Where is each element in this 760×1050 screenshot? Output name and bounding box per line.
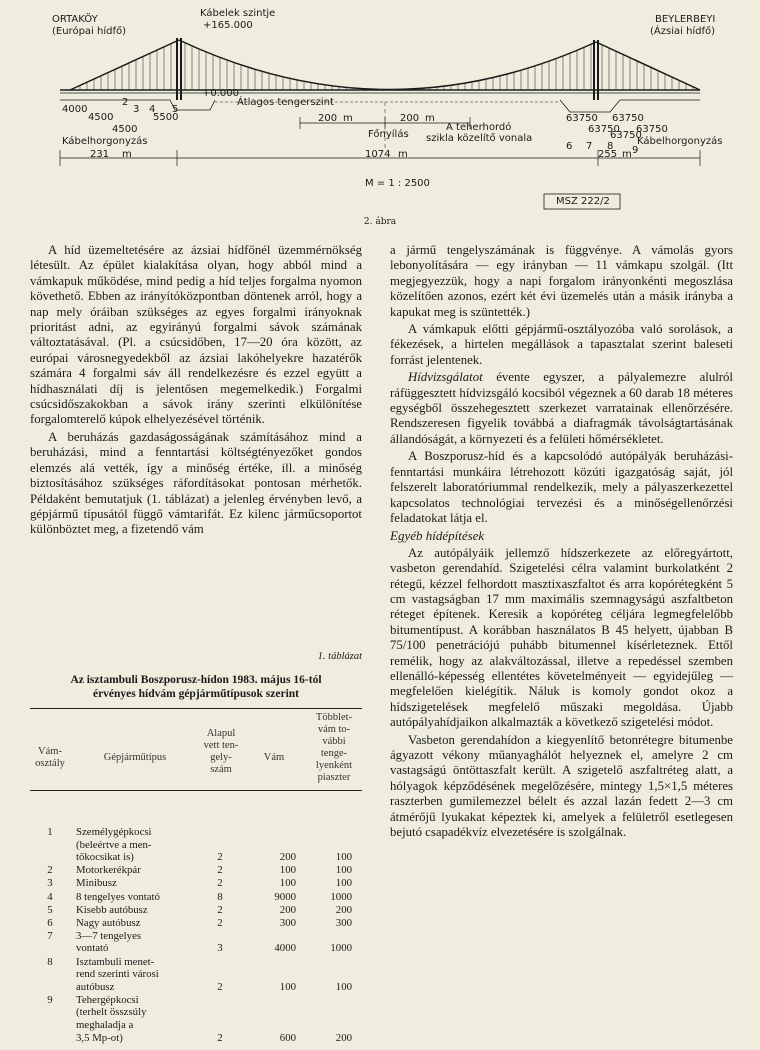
label-dim-4500-a: 4500 — [88, 112, 114, 123]
label-cable-level: Kábelek szintje — [200, 8, 276, 19]
label-num-6: 6 — [566, 141, 573, 152]
table-label: 1. táblázat — [317, 651, 362, 662]
cell-axle: 2 — [217, 851, 223, 864]
label-load-line-1: A teherhordó — [446, 122, 512, 133]
label-num-9: 9 — [632, 145, 639, 156]
table-title-line: érvényes hídvám gépjárműtípusok szerint — [92, 688, 300, 700]
label-dim-200-b: 200 — [400, 113, 420, 124]
label-num-3: 3 — [133, 104, 140, 115]
label-dim-255: 255 — [598, 149, 618, 160]
paragraph: A híd üzemeltetésére az ázsiai hídfőnél üzemmérnökség létesült. Az épület kialakítása olyan, hogy abból mind a vámkapuk működése, mind pedig a híd teljes forgalma nyomon követhető. Ebben az irányítóközpontban döntenek arról, hogy a nap mely óráiban szükséges az egyes forgalmi irányoknak prioritást adni, az egyirányú forgalmi sávok számának változtatásával. (Pl. a csúcsidőben, 17—20 óra között, az európai városnegyedekből az ázsiai lakóhelyekre hazatérők számára 4 forgalmi sáv áll rendelkezésre és ezzel együtt a hídhasználati díj is jelentősen megemelkedik.) Forgalmi csúcsidőszakokban a sávok irány szerinti elkülönítése forgalomterelő kúpok elhelyezésével történik. — [30, 243, 362, 427]
cell-toll: 200 — [279, 903, 296, 916]
header-toll: Vám — [263, 752, 285, 763]
header-axle: Alapul vett ten- gely- szám — [203, 728, 239, 775]
cell-class: 8 — [47, 955, 53, 968]
cell-class: 1 — [47, 826, 53, 838]
label-unit-m-1: m — [122, 149, 132, 160]
cell-class: 2 — [47, 864, 53, 877]
cell-toll: 100 — [279, 864, 296, 877]
paragraph: A vámkapuk előtti gépjármű-osztályozóba való sorolások, a fékezések, a hirtelen megállások a tapasztalat szerint baleseti forrást jelentenek. — [390, 322, 733, 367]
label-main-span: Főnyílás — [368, 129, 409, 140]
table-top-rule — [30, 708, 362, 709]
paragraph: Vasbeton gerendahídon a kiegyenlítő betonrétegre bitumenbe ágyazott vékony műanyaghálót helyeznek el, amelyre 2 cm vastagságú öntöttaszfalt került. A szigetelő aszfaltréteg alatt, a hólyagok képződésének megelőzésére, mintegy 1,5×1,5 méteres raszterben gumilemezzel bélelt és azzal lazán fedett 2—3 cm átmérőjű lyukakat képeztek ki, amelyek a felületről esetlegesen bejutó csapadékvíz elvezetésére is szolgálnak. — [390, 732, 733, 840]
bridge-elevation-figure — [0, 0, 760, 232]
label-dim-200-a: 200 — [318, 113, 338, 124]
label-dim-63750-e: 63750 — [636, 124, 668, 135]
cell-type: 3—7 tengelyes vontató — [76, 929, 142, 955]
label-sea-level: Átlagos tengerszint — [237, 97, 334, 108]
cell-toll: 4000 — [274, 942, 296, 955]
cell-extra: 300 — [335, 916, 352, 929]
cell-class: 6 — [47, 916, 53, 929]
cell-type: Nagy autóbusz — [76, 916, 141, 929]
cell-axle: 2 — [217, 864, 223, 877]
label-num-4: 4 — [149, 104, 156, 115]
cell-class: 4 — [47, 890, 53, 903]
label-dim-231: 231 — [90, 149, 110, 160]
label-anchor-left: Kábelhorgonyzás — [62, 136, 148, 147]
paragraph: A beruházás gazdaságosságának számításához mind a beruházási, mind a fenntartási költségtényezőket gondos elemzés alá vették, így a minőség értéke, ill. a minőség biztosításához szükséges ráfordításokat pontosan mérhetők. Példaként bemutatjuk (1. táblázat) a jelenleg érvényben levő, a gépjármű típusától függő vámtarifát. Ez kilenc járműcsoportot különböztet meg, a fizetendő vám — [30, 429, 362, 537]
label-dim-1074: 1074 — [365, 149, 391, 160]
cell-type: 8 tengelyes vontató — [76, 890, 160, 903]
label-dim-63750-a: 63750 — [566, 113, 598, 124]
cell-class: 9 — [47, 993, 53, 1006]
table-title-line: Az isztambuli Boszporusz-hídon 1983. május 16-tól — [70, 674, 322, 686]
label-num-5: 5 — [172, 104, 179, 115]
cell-toll: 200 — [279, 851, 296, 864]
paragraph — [390, 370, 733, 447]
cell-extra: 1000 — [330, 942, 352, 955]
label-num-2: 2 — [122, 97, 129, 108]
label-zero-level: +0.000 — [202, 88, 240, 99]
label-dim-5500: 5500 — [153, 112, 179, 123]
label-dim-4000: 4000 — [62, 104, 88, 115]
label-num-7: 7 — [586, 141, 593, 152]
cell-toll: 100 — [279, 877, 296, 890]
table-title — [30, 673, 362, 701]
label-beylerbeyi-sub: (Ázsiai hídfő) — [650, 26, 716, 37]
paragraph: A Boszporusz-híd és a kapcsolódó autópályák beruházási-fenntartási munkáira létrehozott közúti igazgatóság saját, jól felszerelt laboratóriummal rendelkezik, mely a pályaszerkezettel kapcsolatos technológiai tervezési és a minőségellenőrzési feladatokat látja el. — [390, 449, 733, 525]
table-header-rule — [30, 790, 362, 791]
cell-toll: 100 — [279, 980, 296, 993]
cell-axle: 2 — [217, 980, 223, 993]
cell-type: Isztambuli menet- rend szerinti városi autóbusz — [76, 955, 159, 993]
label-dim-63750-b: 63750 — [612, 113, 644, 124]
left-column — [30, 243, 362, 538]
paragraph: a jármű tengelyszámának is függvénye. A vámolás gyors lebonyolítására — egy irányban — 11 vámkapu szolgál. (Itt megjegyezzük, hogy a napi forgalom irányonkénti megoszlása közelítően azonos, ezért két évi üzemelés után a másik irányba a kapukat meg is szüntették.) — [390, 243, 733, 319]
cell-type: Személygépkocsi (beleértve a men- tőkocsikat is) — [76, 826, 152, 864]
label-ortakoy: ORTAKÖY — [52, 14, 98, 25]
cell-toll: 600 — [279, 1031, 296, 1044]
cell-class: 5 — [47, 903, 53, 916]
label-load-line-2: szikla közelítő vonala — [426, 133, 533, 144]
label-dim-4500-b: 4500 — [112, 124, 138, 135]
label-num-8: 8 — [607, 141, 614, 152]
label-unit-m-2: m — [343, 113, 353, 124]
section-heading: Egyéb hídépítések — [390, 528, 485, 544]
label-ortakoy-sub: (Európai hídfő) — [52, 26, 127, 37]
paragraph-text: évente egyszer, a pályalemezre alulról ráfüggesztett hídvizsgáló kocsiból végeznek a 60 darab 18 méteres egységből összehegesztett szerkezet varratainak ellenőrzésére. Rendszeresen figyelik továbbá a diafragmák távolságtartásának állandóságát, a környezeti és a felületi hőmérsékletet. — [390, 370, 733, 446]
cell-type: Minibusz — [76, 877, 117, 890]
emphasis: Hídvizsgálatot — [408, 370, 483, 385]
label-beylerbeyi: BEYLERBEYI — [655, 14, 716, 25]
label-dim-63750-d: 63750 — [610, 130, 642, 141]
cell-type: Tehergépkocsi (terhelt összsúly meghaladja a 3,5 Mp-ot) — [76, 993, 147, 1044]
paragraph: Az autópályáik jellemző hídszerkezete az előregyártott, vasbeton gerendahíd. Szigetelési célra valamint burkolatként 2 rétegű, kézzel felhordott masztixaszfaltot és arra kopórétegként 5 cm vastagságban 17 mm maximális szemnagyságú aszfaltbeton réteget építenek. Keresik a kopóréteg céljára legmegfelelőbb bitumentípust. A korábban használatos B 45 helyett, újabban B 75/100 penetrációjú puhább bitumennel kísérleteznek. Ettől remélik, hogy az alakváltozással, illetve a repedéssel szemben ellenálló-képesség ellentétes követelményeit — egyidejűleg — megfelelően kielégítik. Náluk is komoly gondot okoz a hídszigetelések megfelelő műszaki megoldása. Újabb autópályahídjaikon alkalmazták a következő szigetelési módot. — [390, 545, 733, 730]
cell-class: 7 — [47, 929, 53, 942]
label-dim-63750-c: 63750 — [588, 124, 620, 135]
cell-extra: 100 — [335, 864, 352, 877]
cell-extra: 200 — [335, 903, 352, 916]
label-unit-m-3: m — [425, 113, 435, 124]
cell-type: Kisebb autóbusz — [76, 903, 148, 916]
cell-axle: 8 — [217, 890, 223, 903]
header-class: Vám- osztály — [35, 746, 65, 769]
cell-toll: 9000 — [274, 890, 296, 903]
cell-axle: 2 — [217, 916, 223, 929]
cell-axle: 2 — [217, 877, 223, 890]
cell-axle: 2 — [217, 1031, 223, 1044]
cell-class: 3 — [47, 877, 53, 890]
cell-extra: 200 — [335, 1031, 352, 1044]
label-cable-level-value: +165.000 — [203, 20, 253, 31]
label-scale: M = 1 : 2500 — [365, 178, 430, 189]
label-unit-m-4: m — [398, 149, 408, 160]
figure-caption: 2. ábra — [363, 217, 397, 227]
label-anchor-right: Kábelhorgonyzás — [637, 136, 723, 147]
cell-extra: 100 — [335, 980, 352, 993]
cell-axle: 2 — [217, 903, 223, 916]
label-msz: MSZ 222/2 — [556, 196, 610, 207]
header-type: Gépjárműtípus — [103, 752, 167, 763]
right-column — [390, 243, 733, 840]
cell-type: Motorkerékpár — [76, 864, 141, 877]
header-extra: Többlet- vám to- vábbi tenge- lyenként piaszter — [315, 712, 353, 783]
label-unit-m-5: m — [622, 149, 632, 160]
cell-extra: 100 — [335, 851, 352, 864]
cell-extra: 1000 — [330, 890, 352, 903]
cell-extra: 100 — [335, 877, 352, 890]
cell-toll: 300 — [279, 916, 296, 929]
cell-axle: 3 — [217, 942, 223, 955]
